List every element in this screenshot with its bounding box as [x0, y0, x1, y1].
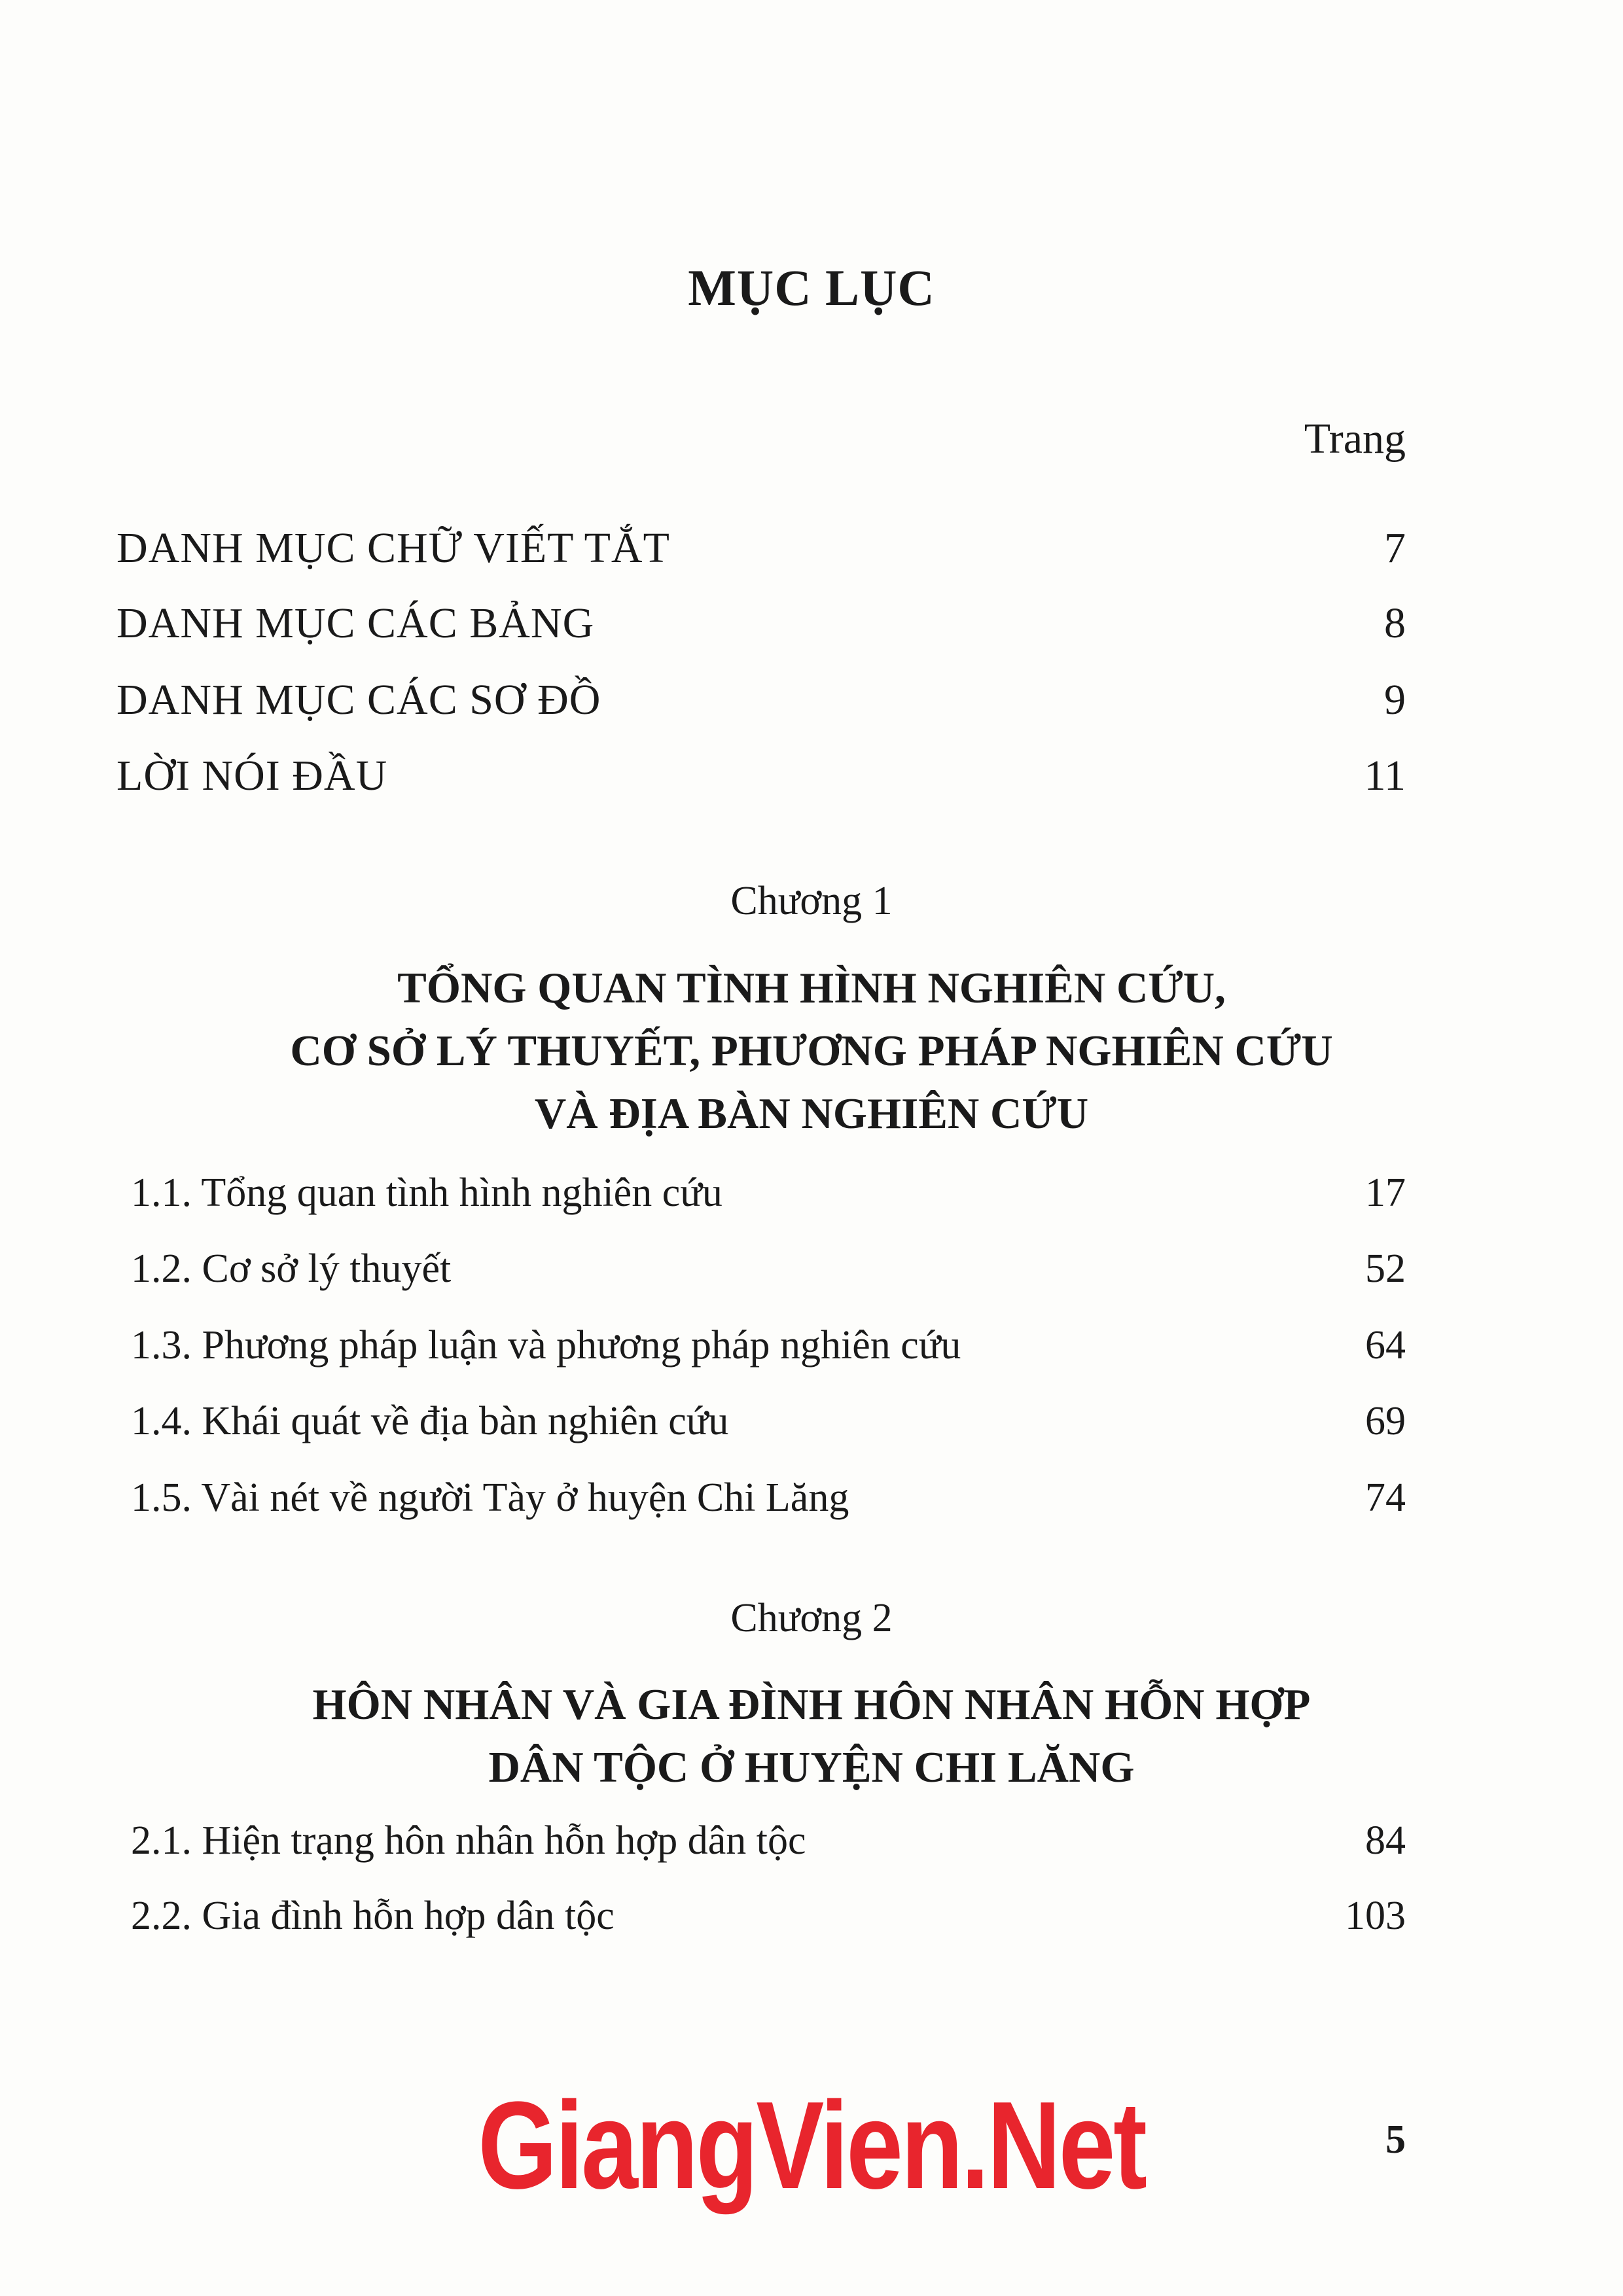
toc-entry — [0, 1322, 1623, 1381]
toc-entry-label: LỜI NÓI ĐẦU — [116, 752, 388, 800]
chapter-title — [0, 1673, 1623, 1799]
chapter-title-line: VÀ ĐỊA BÀN NGHIÊN CỨU — [534, 1089, 1089, 1138]
toc-entry-page: 103 — [1345, 1894, 1406, 1938]
toc-entry — [0, 599, 1623, 658]
toc-entry-label: DANH MỤC CÁC BẢNG — [116, 599, 595, 647]
watermark: GiangVien.Net — [478, 2076, 1145, 2215]
toc-entry — [0, 1475, 1623, 1534]
chapter-title — [0, 957, 1623, 1145]
toc-entry — [0, 523, 1623, 582]
toc-entry — [0, 675, 1623, 734]
chapter-title-line: DÂN TỘC Ở HUYỆN CHI LĂNG — [488, 1743, 1135, 1792]
toc-entry-label: 1.3. Phương pháp luận và phương pháp nghiên cứu — [131, 1323, 961, 1368]
toc-entry-label: 1.5. Vài nét về người Tày ở huyện Chi Lăng — [131, 1475, 849, 1520]
toc-entry — [0, 1170, 1623, 1229]
toc-entry-label: DANH MỤC CÁC SƠ ĐỒ — [116, 676, 601, 724]
toc-entry-page: 7 — [1384, 524, 1406, 572]
page-number: 5 — [1385, 2117, 1406, 2162]
toc-entry-label: 1.2. Cơ sở lý thuyết — [131, 1246, 452, 1291]
toc-entry — [0, 1246, 1623, 1305]
toc-entry-page: 69 — [1365, 1399, 1406, 1443]
toc-entry — [0, 1893, 1623, 1952]
chapter-number: Chương 2 — [730, 1596, 893, 1640]
toc-entry-page: 52 — [1365, 1246, 1406, 1291]
chapter-title-line: HÔN NHÂN VÀ GIA ĐÌNH HÔN NHÂN HỖN HỢP — [312, 1680, 1311, 1729]
chapter-title-line: CƠ SỞ LÝ THUYẾT, PHƯƠNG PHÁP NGHIÊN CỨU — [290, 1027, 1333, 1075]
toc-entry-label: 1.1. Tổng quan tình hình nghiên cứu — [131, 1171, 722, 1215]
toc-entry-label: DANH MỤC CHỮ VIẾT TẮT — [116, 524, 670, 572]
toc-entry-label: 2.2. Gia đình hỗn hợp dân tộc — [131, 1894, 615, 1938]
toc-entry-page: 11 — [1364, 752, 1406, 800]
toc-entry-page: 74 — [1365, 1475, 1406, 1520]
toc-entry-page: 17 — [1365, 1171, 1406, 1215]
toc-entry-page: 9 — [1384, 676, 1406, 724]
chapter-title-line: TỔNG QUAN TÌNH HÌNH NGHIÊN CỨU, — [397, 964, 1226, 1012]
toc-entry-page: 8 — [1384, 599, 1406, 647]
toc-entry-label: 1.4. Khái quát về địa bàn nghiên cứu — [131, 1399, 729, 1443]
toc-entry — [0, 1818, 1623, 1877]
toc-entry-page: 64 — [1365, 1323, 1406, 1368]
toc-entry — [0, 1398, 1623, 1457]
toc-entry-label: 2.1. Hiện trạng hôn nhân hỗn hợp dân tộc — [131, 1818, 806, 1863]
chapter-number: Chương 1 — [730, 879, 893, 923]
page-column-label: Trang — [1304, 415, 1406, 463]
page-title: MỤC LỤC — [688, 259, 935, 316]
toc-entry — [0, 751, 1623, 810]
toc-entry-page: 84 — [1365, 1818, 1406, 1863]
